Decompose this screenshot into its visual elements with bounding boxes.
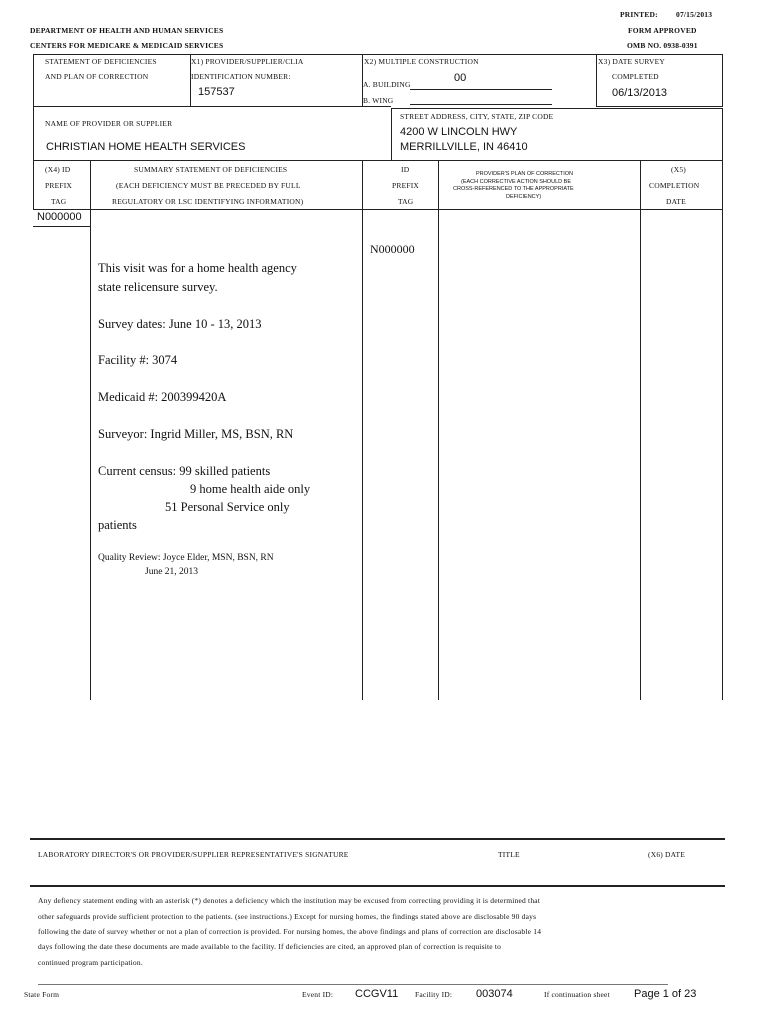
- census-line-4: patients: [98, 518, 137, 532]
- medicaid-number: Medicaid #: 200399420A: [98, 390, 227, 404]
- summary-label-3: REGULATORY OR LSC IDENTIFYING INFORMATION): [112, 197, 304, 206]
- provider-name: CHRISTIAN HOME HEALTH SERVICES: [46, 141, 246, 153]
- id-prefix: PREFIX: [392, 181, 420, 190]
- page-number: Page 1 of 23: [634, 988, 697, 1000]
- wing-label: B. WING: [363, 96, 394, 105]
- x5-completion: COMPLETION: [649, 181, 700, 190]
- visit-line-2: state relicensure survey.: [98, 280, 218, 294]
- survey-dates: Survey dates: June 10 - 13, 2013: [98, 317, 262, 331]
- omb-number: OMB NO. 0938-0391: [627, 41, 698, 50]
- disclaimer-line-1: Any defiency statement ending with an asterisk (*) denotes a deficiency which the institution may be excused from correcting providing it is determined that: [38, 896, 541, 905]
- x1-label: X1) PROVIDER/SUPPLIER/CLIA: [191, 57, 304, 66]
- statement-label-1: STATEMENT OF DEFICIENCIES: [45, 57, 157, 66]
- disclaimer-line-5: continued program participation.: [38, 958, 143, 967]
- disclaimer-line-3: following the date of survey whether or not a plan of correction is provided. For nursing homes, the above findings and plans of correction are disclosable 14: [38, 927, 542, 936]
- facility-id-label: Facility ID:: [415, 990, 453, 999]
- id-tag: TAG: [398, 197, 414, 206]
- plan-label-2: (EACH CORRECTIVE ACTION SHOULD BE: [461, 179, 572, 185]
- statement-label-2: AND PLAN OF CORRECTION: [45, 72, 149, 81]
- signature-label: LABORATORY DIRECTOR'S OR PROVIDER/SUPPLIER REPRESENTATIVE'S SIGNATURE: [38, 850, 349, 859]
- facility-id: 003074: [476, 988, 513, 1000]
- centers-title: CENTERS FOR MEDICARE & MEDICAID SERVICES: [30, 41, 224, 50]
- census-line-2: 9 home health aide only: [190, 482, 311, 496]
- department-title: DEPARTMENT OF HEALTH AND HUMAN SERVICES: [30, 26, 224, 35]
- building-value: 00: [454, 72, 467, 84]
- plan-label-1: PROVIDER'S PLAN OF CORRECTION: [476, 171, 574, 177]
- x6-date-label: (X6) DATE: [648, 850, 686, 859]
- summary-label-1: SUMMARY STATEMENT OF DEFICIENCIES: [134, 165, 288, 174]
- survey-date: 06/13/2013: [612, 87, 668, 99]
- summary-label-2: (EACH DEFICIENCY MUST BE PRECEDED BY FULL: [116, 181, 301, 190]
- visit-line-1: This visit was for a home health agency: [98, 261, 297, 275]
- census-line-3: 51 Personal Service only: [165, 500, 290, 514]
- address-line-2: MERRILLVILLE, IN 46410: [400, 141, 528, 153]
- provider-name-label: NAME OF PROVIDER OR SUPPLIER: [45, 119, 173, 128]
- continuation-label: If continuation sheet: [544, 990, 610, 999]
- plan-label-4: DEFICIENCY): [506, 194, 542, 200]
- title-label: TITLE: [498, 850, 520, 859]
- plan-label-3: CROSS-REFERENCED TO THE APPROPRIATE: [453, 186, 574, 192]
- tag-right: N000000: [370, 242, 415, 256]
- quality-review: Quality Review: Joyce Elder, MSN, BSN, RN: [98, 553, 274, 563]
- id-label: ID: [401, 165, 410, 174]
- x4-prefix: PREFIX: [45, 181, 73, 190]
- event-id: CCGV11: [355, 988, 399, 1000]
- facility-number: Facility #: 3074: [98, 353, 178, 367]
- provider-id: 157537: [198, 86, 235, 98]
- x4-tag: TAG: [51, 197, 67, 206]
- x4-label: (X4) ID: [45, 165, 71, 174]
- address-line-1: 4200 W LINCOLN HWY: [400, 126, 518, 138]
- x5-label: (X5): [671, 165, 686, 174]
- tag-left: N000000: [37, 211, 82, 223]
- state-form-label: State Form: [24, 990, 60, 999]
- x2-label: X2) MULTIPLE CONSTRUCTION: [364, 57, 479, 66]
- surveyor: Surveyor: Ingrid Miller, MS, BSN, RN: [98, 427, 294, 441]
- form-approved: FORM APPROVED: [628, 26, 697, 35]
- disclaimer-line-2: other safeguards provide sufficient protection to the patients. (see instructions.) Except for nursing homes, the findings stated above are disclosable 90 days: [38, 912, 537, 921]
- disclaimer-line-4: days following the date these documents are made available to the facility. If deficiencies are cited, an approved plan of correction is requisite to: [38, 942, 502, 951]
- address-label: STREET ADDRESS, CITY, STATE, ZIP CODE: [400, 112, 554, 121]
- event-id-label: Event ID:: [302, 990, 334, 999]
- x5-date: DATE: [666, 197, 686, 206]
- x3-label: X3) DATE SURVEY: [598, 57, 665, 66]
- quality-review-date: June 21, 2013: [145, 567, 199, 577]
- x1-label-2: IDENTIFICATION NUMBER:: [191, 72, 291, 81]
- x3-label-2: COMPLETED: [612, 72, 659, 81]
- printed-date: 07/15/2013: [676, 10, 713, 19]
- census-line-1: Current census: 99 skilled patients: [98, 464, 271, 478]
- printed-label: PRINTED:: [620, 10, 658, 19]
- building-label: A. BUILDING: [363, 80, 411, 89]
